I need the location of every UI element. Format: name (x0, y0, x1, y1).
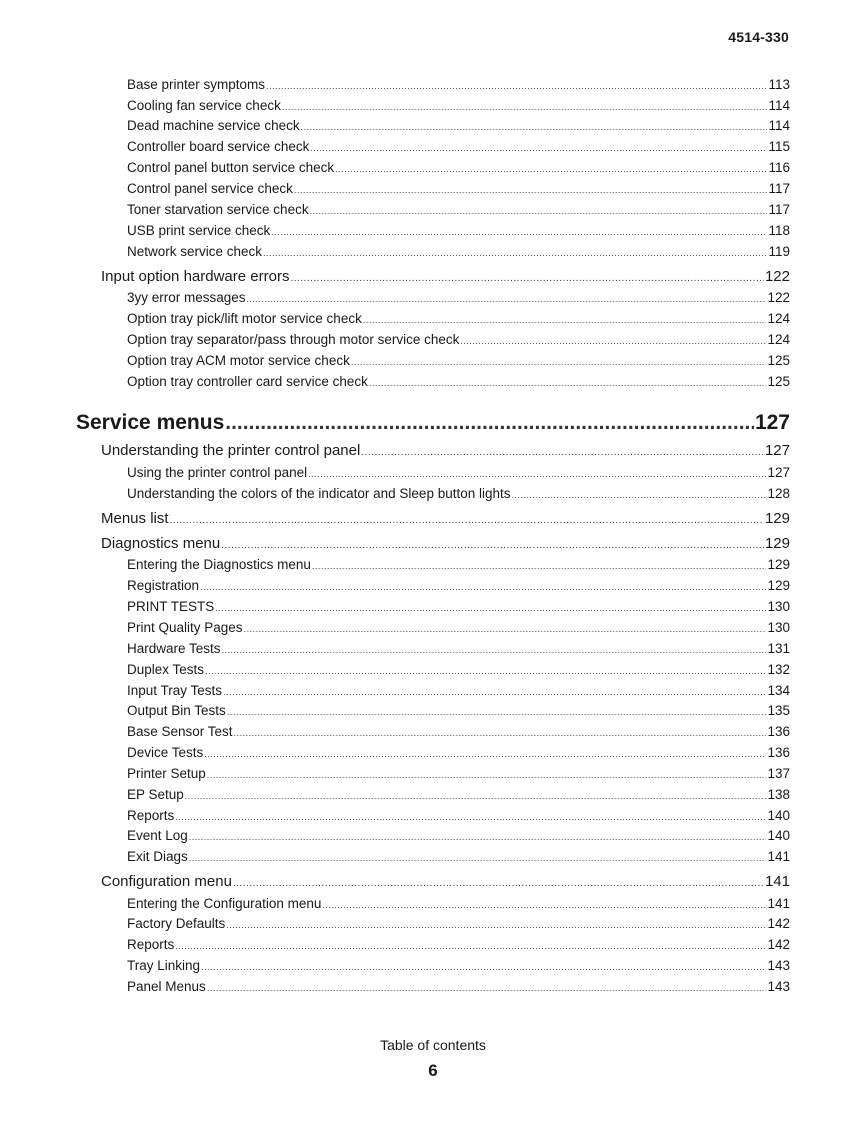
toc-entry-title: Factory Defaults (127, 916, 226, 931)
toc-entry-page: 122 (764, 268, 790, 285)
toc-dot-leader (221, 540, 764, 551)
toc-entry-title: Service menus (76, 411, 225, 434)
toc-entry-title: Registration (127, 578, 200, 593)
toc-entry-title: Exit Diags (127, 849, 188, 864)
toc-dot-leader (263, 248, 767, 258)
toc-entry-title: Option tray controller card service check (127, 374, 368, 389)
toc-entry-title: Control panel service check (127, 181, 293, 196)
toc-entry-title: Control panel button service check (127, 160, 335, 175)
toc-dot-leader (185, 791, 767, 801)
toc-entry-page: 141 (764, 873, 790, 890)
toc-entry-page: 117 (768, 202, 790, 217)
toc-entry-page: 143 (767, 979, 790, 994)
toc-entry-page: 127 (767, 465, 790, 480)
toc-entry-title: EP Setup (127, 787, 184, 802)
toc-entry-title: Tray Linking (127, 958, 201, 973)
toc-entry-page: 119 (768, 244, 790, 259)
toc-dot-leader (189, 853, 767, 863)
toc-dot-leader (312, 561, 767, 571)
toc-dot-leader (271, 227, 767, 237)
toc-dot-leader (363, 315, 767, 325)
toc-entry-title: Print Quality Pages (127, 620, 243, 635)
toc-entry-page: 140 (767, 828, 790, 843)
toc-entry-page: 134 (767, 683, 790, 698)
toc-entry-page: 115 (768, 139, 790, 154)
toc-dot-leader (207, 983, 767, 993)
toc-entry-title: Entering the Configuration menu (127, 896, 322, 911)
toc-subsection-entry[interactable] (127, 311, 790, 326)
toc-dot-leader (227, 707, 767, 717)
toc-dot-leader (247, 294, 767, 304)
toc-entry-page: 130 (767, 599, 790, 614)
toc-dot-leader (170, 515, 764, 526)
toc-entry-title: Base printer symptoms (127, 77, 266, 92)
toc-entry-page: 125 (767, 353, 790, 368)
toc-subsection-entry[interactable] (127, 374, 790, 389)
toc-entry-title: Event Log (127, 828, 188, 843)
toc-entry-title: Understanding the colors of the indicator and Sleep button lights (127, 486, 511, 501)
toc-subsection-entry[interactable] (127, 223, 790, 238)
toc-entry-title: PRINT TESTS (127, 599, 215, 614)
toc-dot-leader (294, 185, 768, 195)
toc-section-entry[interactable] (101, 873, 790, 890)
toc-dot-leader (223, 687, 766, 697)
toc-chapter-entry[interactable] (76, 411, 790, 435)
toc-entry-title: Configuration menu (101, 873, 232, 890)
toc-entry-page: 122 (767, 290, 790, 305)
toc-dot-leader (308, 469, 766, 479)
toc-entry-page: 117 (768, 181, 790, 196)
toc-subsection-entry[interactable] (127, 465, 790, 480)
toc-dot-leader (204, 749, 766, 759)
toc-entry-page: 113 (768, 77, 790, 92)
toc-dot-leader (282, 102, 768, 112)
toc-dot-leader (351, 357, 767, 367)
toc-dot-leader (460, 336, 766, 346)
toc-subsection-entry[interactable] (127, 486, 790, 501)
toc-dot-leader (310, 206, 768, 216)
toc-entry-title: Printer Setup (127, 766, 206, 781)
toc-entry-page: 114 (768, 118, 790, 133)
toc-subsection-entry[interactable] (127, 937, 790, 952)
toc-section-entry[interactable] (101, 510, 790, 527)
toc-entry-page: 135 (767, 703, 790, 718)
toc-dot-leader (189, 832, 767, 842)
toc-dot-leader (175, 812, 766, 822)
toc-subsection-entry[interactable] (127, 641, 790, 656)
toc-dot-leader (207, 770, 767, 780)
toc-section-entry[interactable] (101, 535, 790, 552)
toc-dot-leader (310, 143, 767, 153)
toc-dot-leader (290, 273, 764, 284)
toc-subsection-entry[interactable] (127, 578, 790, 593)
toc-subsection-entry[interactable] (127, 202, 790, 217)
toc-entry-page: 136 (767, 745, 790, 760)
toc-entry-title: Cooling fan service check (127, 98, 281, 113)
toc-dot-leader (512, 490, 767, 500)
toc-subsection-entry[interactable] (127, 160, 790, 175)
toc-entry-page: 142 (767, 916, 790, 931)
toc-entry-title: Input option hardware errors (101, 268, 290, 285)
toc-entry-title: Option tray pick/lift motor service check (127, 311, 362, 326)
toc-dot-leader (301, 122, 768, 132)
toc-dot-leader (266, 81, 767, 91)
toc-entry-page: 137 (767, 766, 790, 781)
toc-dot-leader (205, 666, 766, 676)
toc-entry-page: 127 (764, 442, 790, 459)
toc-entry-title: Input Tray Tests (127, 683, 223, 698)
toc-dot-leader (215, 603, 766, 613)
toc-entry-title: Panel Menus (127, 979, 206, 994)
toc-subsection-entry[interactable] (127, 766, 790, 781)
toc-entry-title: Hardware Tests (127, 641, 221, 656)
toc-entry-page: 129 (767, 557, 790, 572)
toc-subsection-entry[interactable] (127, 662, 790, 677)
toc-section-entry[interactable] (101, 268, 790, 285)
toc-entry-title: Diagnostics menu (101, 535, 221, 552)
toc-entry-title: Duplex Tests (127, 662, 205, 677)
toc-subsection-entry[interactable] (127, 958, 790, 973)
toc-subsection-entry[interactable] (127, 244, 790, 259)
toc-entry-title: Controller board service check (127, 139, 310, 154)
toc-entry-page: 130 (767, 620, 790, 635)
toc-entry-page: 125 (767, 374, 790, 389)
toc-entry-title: Output Bin Tests (127, 703, 226, 718)
toc-entry-page: 141 (767, 849, 790, 864)
toc-subsection-entry[interactable] (127, 849, 790, 864)
toc-dot-leader (226, 920, 766, 930)
toc-entry-title: 3yy error messages (127, 290, 246, 305)
toc-subsection-entry[interactable] (127, 599, 790, 614)
toc-entry-title: Dead machine service check (127, 118, 300, 133)
toc-entry-title: Understanding the printer control panel (101, 442, 361, 459)
toc-entry-page: 143 (767, 958, 790, 973)
toc-entry-page: 132 (767, 662, 790, 677)
toc-entry-title: Device Tests (127, 745, 204, 760)
toc-entry-title: Reports (127, 808, 175, 823)
toc-dot-leader (244, 624, 767, 634)
toc-subsection-entry[interactable] (127, 332, 790, 347)
toc-entry-page: 128 (767, 486, 790, 501)
toc-dot-leader (233, 878, 764, 889)
toc-dot-leader (222, 645, 767, 655)
toc-subsection-entry[interactable] (127, 139, 790, 154)
toc-subsection-entry[interactable] (127, 979, 790, 994)
toc-dot-leader (361, 447, 764, 458)
toc-entry-page: 142 (767, 937, 790, 952)
toc-entry-title: Base Sensor Test (127, 724, 233, 739)
toc-entry-title: Using the printer control panel (127, 465, 308, 480)
toc-entry-title: Network service check (127, 244, 263, 259)
toc-subsection-entry[interactable] (127, 787, 790, 802)
toc-entry-page: 138 (767, 787, 790, 802)
toc-subsection-entry[interactable] (127, 745, 790, 760)
toc-entry-page: 141 (767, 896, 790, 911)
toc-subsection-entry[interactable] (127, 808, 790, 823)
toc-entry-page: 116 (768, 160, 790, 175)
toc-subsection-entry[interactable] (127, 703, 790, 718)
toc-entry-title: Reports (127, 937, 175, 952)
toc-entry-title: USB print service check (127, 223, 271, 238)
toc-entry-page: 136 (767, 724, 790, 739)
toc-entry-title: Option tray separator/pass through motor service check (127, 332, 460, 347)
toc-entry-page: 114 (768, 98, 790, 113)
footer-page-number: 6 (428, 1061, 438, 1080)
toc-subsection-entry[interactable] (127, 557, 790, 572)
document-id: 4514-330 (728, 29, 789, 45)
toc-dot-leader (369, 378, 767, 388)
toc-subsection-entry[interactable] (127, 98, 790, 113)
toc-subsection-entry[interactable] (127, 620, 790, 635)
toc-entry-page: 129 (764, 535, 790, 552)
toc-entry-page: 127 (754, 411, 790, 434)
toc-subsection-entry[interactable] (127, 896, 790, 911)
toc-dot-leader (201, 962, 766, 972)
footer-label: Table of contents (380, 1037, 486, 1053)
toc-entry-page: 129 (767, 578, 790, 593)
toc-entry-page: 131 (767, 641, 790, 656)
toc-entry-title: Entering the Diagnostics menu (127, 557, 311, 572)
toc-subsection-entry[interactable] (127, 916, 790, 931)
toc-entry-page: 129 (764, 510, 790, 527)
toc-subsection-entry[interactable] (127, 181, 790, 196)
toc-entry-page: 140 (767, 808, 790, 823)
toc-entry-page: 118 (768, 223, 790, 238)
toc-dot-leader (175, 941, 766, 951)
toc-dot-leader (225, 411, 754, 435)
toc-subsection-entry[interactable] (127, 353, 790, 368)
toc-entry-title: Toner starvation service check (127, 202, 309, 217)
toc-section-entry[interactable] (101, 442, 790, 459)
toc-entry-title: Menus list (101, 510, 169, 527)
toc-subsection-entry[interactable] (127, 683, 790, 698)
toc-entry-page: 124 (767, 332, 790, 347)
toc-subsection-entry[interactable] (127, 724, 790, 739)
toc-dot-leader (335, 164, 767, 174)
toc-dot-leader (322, 900, 766, 910)
toc-subsection-entry[interactable] (127, 290, 790, 305)
toc-entry-page: 124 (767, 311, 790, 326)
toc-subsection-entry[interactable] (127, 118, 790, 133)
toc-dot-leader (200, 582, 766, 592)
toc-dot-leader (234, 728, 767, 738)
toc-entry-title: Option tray ACM motor service check (127, 353, 350, 368)
toc-subsection-entry[interactable] (127, 828, 790, 843)
toc-subsection-entry[interactable] (127, 77, 790, 92)
